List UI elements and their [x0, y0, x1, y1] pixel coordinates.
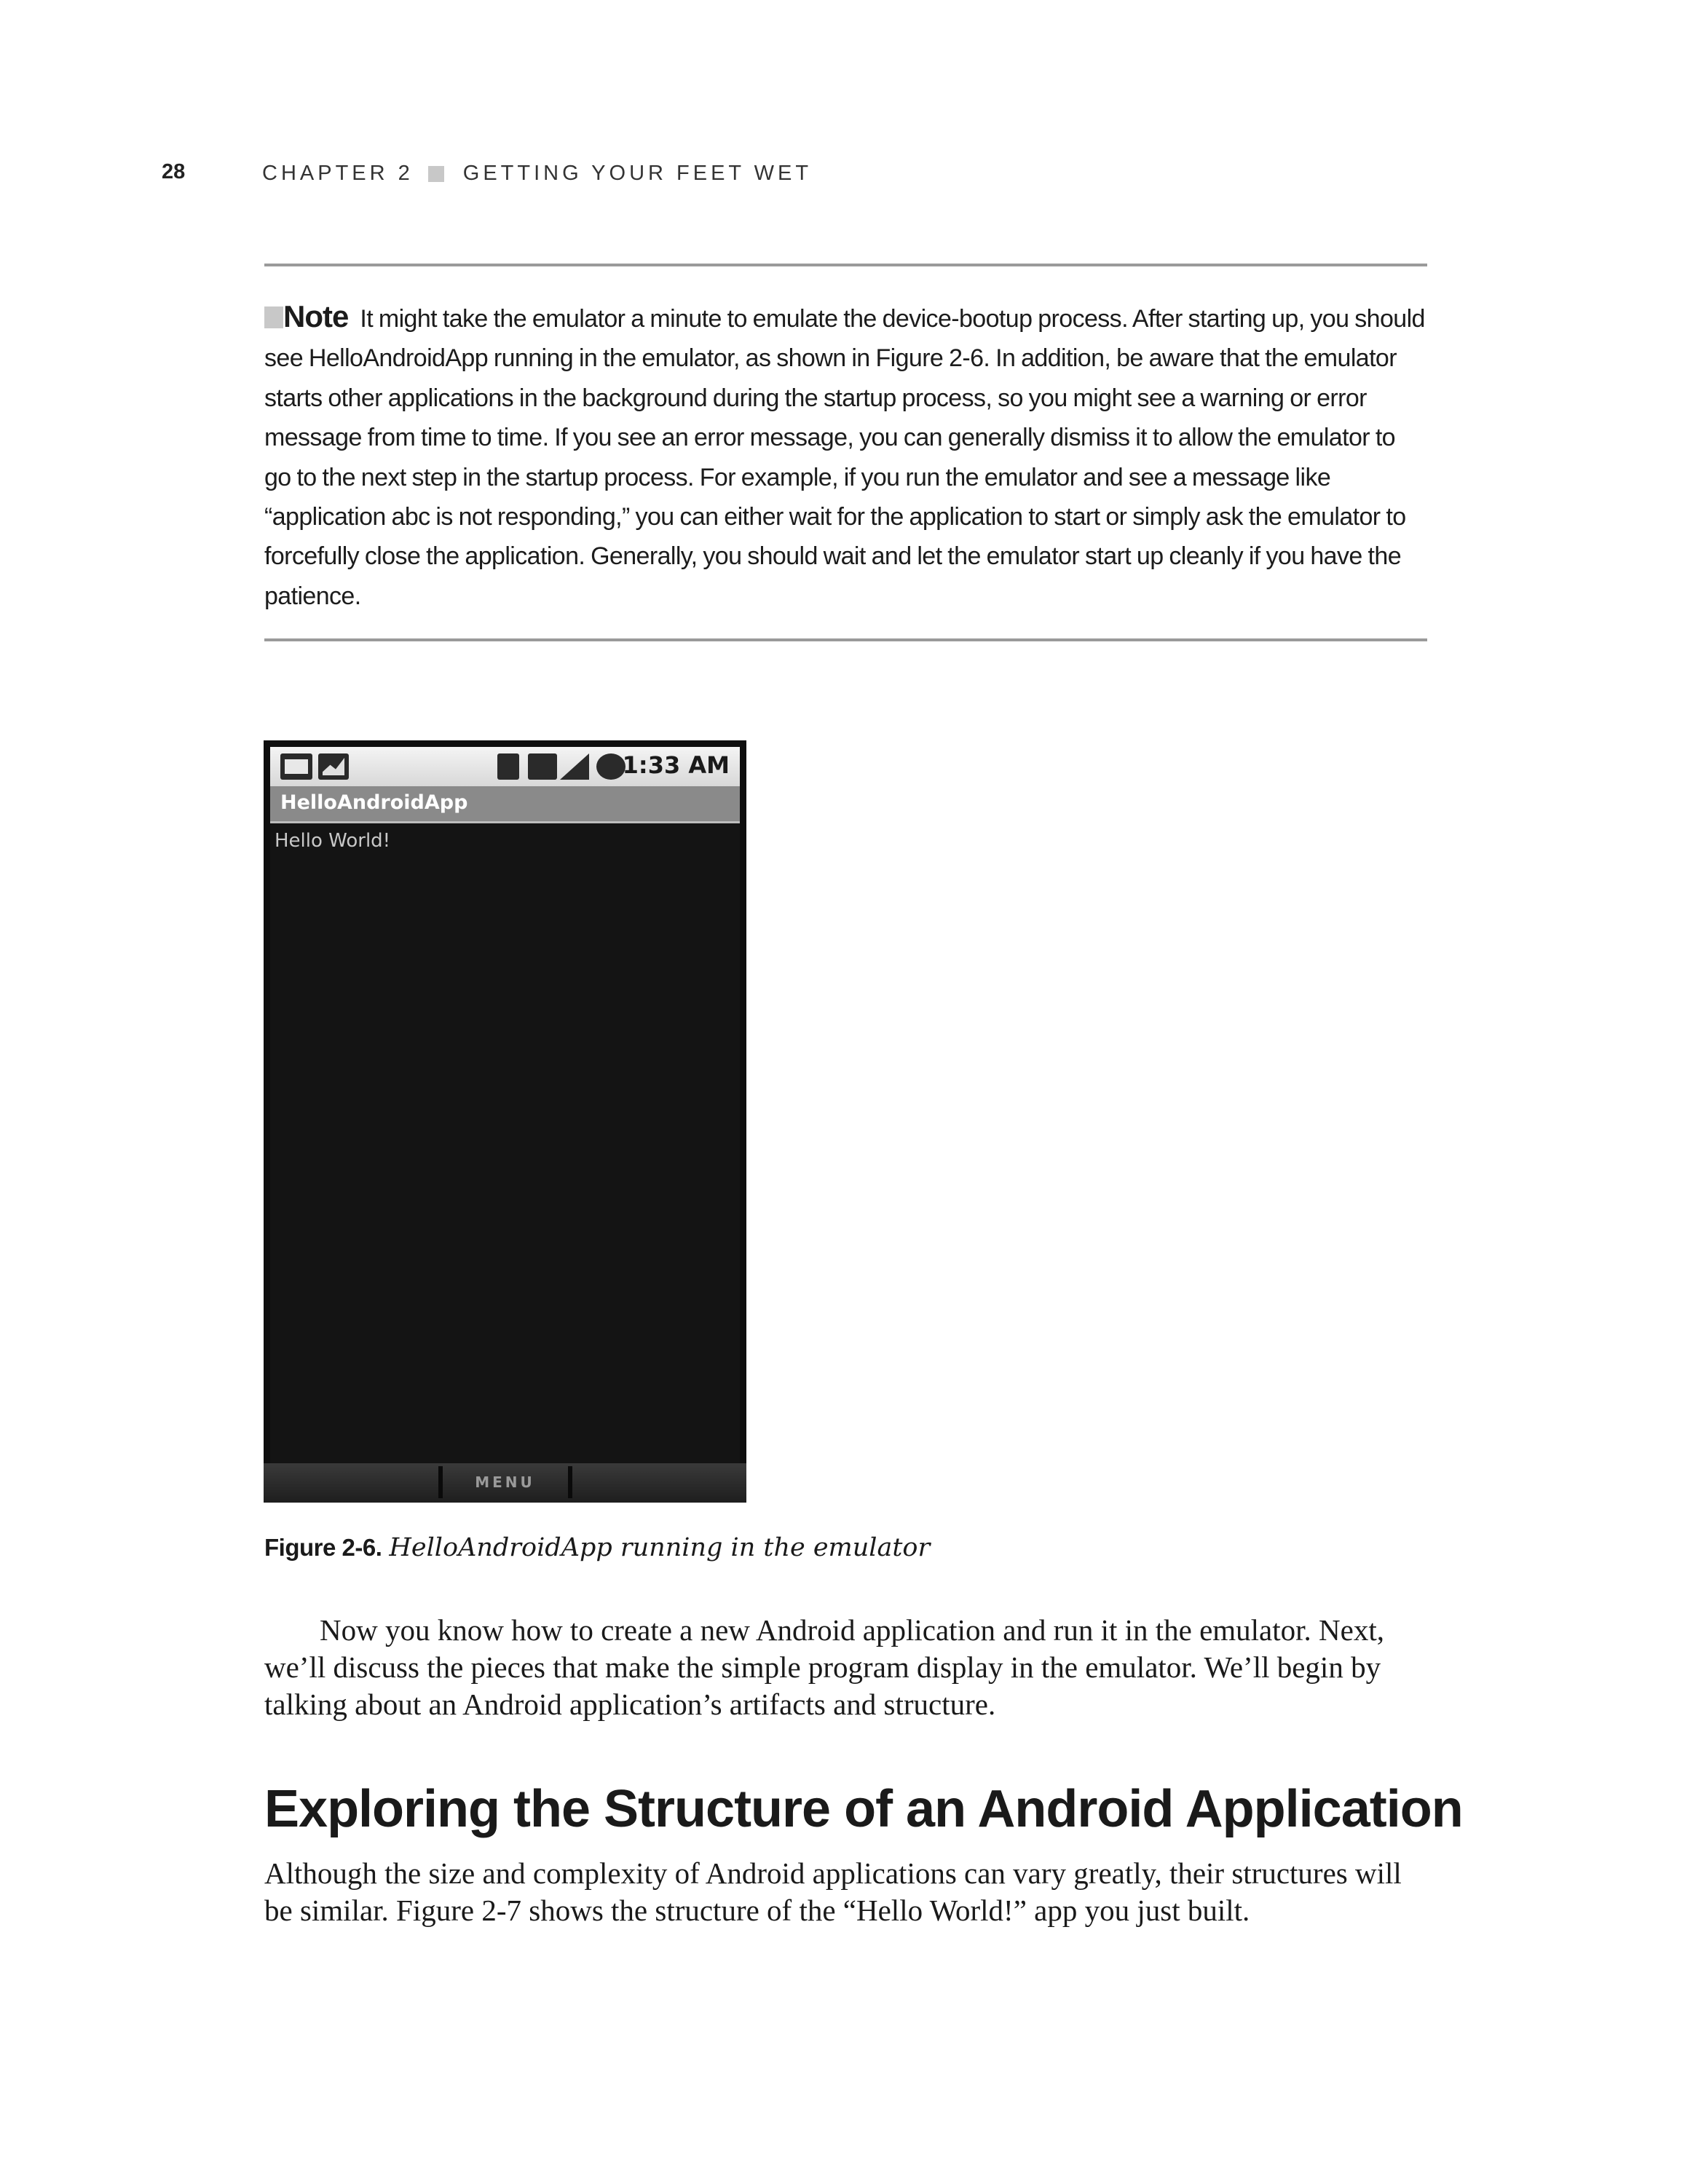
- app-title-bar: [270, 786, 740, 823]
- note-box: [264, 297, 1427, 616]
- network-3g-icon: [528, 753, 557, 780]
- bluetooth-icon: [497, 753, 519, 780]
- menu-divider-right: [568, 1466, 572, 1498]
- running-head: [262, 162, 812, 186]
- signal-icon: [560, 753, 589, 780]
- emulator-screen: [270, 747, 740, 1463]
- page-number: 28: [162, 160, 186, 183]
- alert-icon: [596, 753, 625, 780]
- usb-debug-icon: [318, 753, 349, 780]
- square-separator-icon: [428, 166, 444, 182]
- emulator-screenshot: [264, 740, 746, 1503]
- app-title: HelloAndroidApp: [280, 791, 468, 814]
- note-square-icon: [264, 306, 283, 328]
- status-time: 1:33 AM: [622, 751, 730, 779]
- status-bar: [270, 747, 740, 786]
- menu-bar[interactable]: [264, 1463, 746, 1503]
- figure-caption-text: HelloAndroidApp running in the emulator: [389, 1533, 931, 1562]
- body-paragraph-1: Now you know how to create a new Android application and run it in the emulator. Next, we’ll discuss the pieces that make the simple program display in the emulator. We’ll begin by talking about an Android application’s artifacts and structure.: [264, 1613, 1384, 1721]
- note-label: Note: [283, 299, 349, 333]
- menu-button[interactable]: MENU: [475, 1473, 535, 1491]
- chapter-title: GETTING YOUR FEET WET: [462, 162, 813, 185]
- figure-label: Figure 2-6.: [264, 1534, 382, 1561]
- note-bottom-rule: [264, 638, 1427, 641]
- figure-caption: [264, 1532, 930, 1562]
- chapter-label: CHAPTER 2: [262, 162, 414, 185]
- body-paragraph-2: Although the size and complexity of Android applications can vary greatly, their structures will be similar. Figure 2-7 shows the structure of the “Hello World!” app you just built.: [264, 1856, 1402, 1927]
- section-heading: Exploring the Structure of an Android Application: [264, 1780, 1463, 1838]
- hello-world-text: Hello World!: [275, 830, 391, 852]
- note-top-rule: [264, 264, 1427, 266]
- note-text: It might take the emulator a minute to emulate the device-bootup process. After starting up, you should see HelloAndroidApp running in the emulator, as shown in Figure 2-6. In addition, be aware that the emulator starts other applications in the background during the startup process, so you might see a warning or error message from time to time. If you see an error message, you can generally dismiss it to allow the emulator to go to the next step in the startup process. For example, if you run the emulator and see a message like “application abc is not responding,” you can either wait for the application to start or simply ask the emulator to forcefully close the application. Generally, you should wait and let the emulator start up cleanly if you have the patience.: [264, 305, 1425, 610]
- notification-icon: [280, 753, 312, 780]
